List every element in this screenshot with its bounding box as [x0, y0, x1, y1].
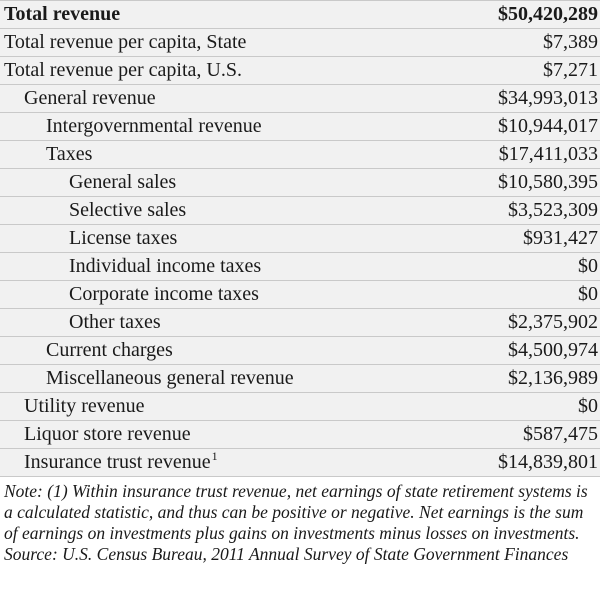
- row-label-text: Other taxes: [69, 311, 161, 333]
- row-label: [0, 253, 434, 281]
- table-row: [0, 337, 600, 365]
- row-label: [0, 393, 434, 421]
- row-label-text: Total revenue per capita, U.S.: [4, 59, 242, 81]
- row-label: [0, 169, 434, 197]
- row-label-text: Selective sales: [69, 199, 187, 221]
- row-value: $931,427: [434, 225, 600, 253]
- row-label: [0, 113, 434, 141]
- row-label-text: Current charges: [46, 339, 173, 361]
- row-label-text: Intergovernmental revenue: [46, 115, 262, 137]
- row-value: $587,475: [434, 421, 600, 449]
- row-label-text: General revenue: [24, 87, 156, 109]
- row-value: $14,839,801: [434, 449, 600, 477]
- table-row: [0, 1, 600, 29]
- table-row: [0, 253, 600, 281]
- row-value: $10,580,395: [434, 169, 600, 197]
- row-label: [0, 309, 434, 337]
- row-label: [0, 225, 434, 253]
- row-label: [0, 57, 434, 85]
- row-label-text: General sales: [69, 171, 177, 193]
- table-row: [0, 365, 600, 393]
- row-value: $2,136,989: [434, 365, 600, 393]
- row-label: [0, 365, 434, 393]
- table-row: [0, 197, 600, 225]
- row-label-text: Miscellaneous general revenue: [46, 367, 294, 389]
- footnote-marker: 1: [211, 449, 218, 463]
- row-label-text: Total revenue per capita, State: [4, 31, 247, 53]
- row-value: $34,993,013: [434, 85, 600, 113]
- table-row: [0, 29, 600, 57]
- table-row: [0, 225, 600, 253]
- table-row: [0, 57, 600, 85]
- table-row: [0, 281, 600, 309]
- table-row: [0, 113, 600, 141]
- row-label: [0, 421, 434, 449]
- row-value: $7,389: [434, 29, 600, 57]
- row-label: [0, 197, 434, 225]
- row-value: $7,271: [434, 57, 600, 85]
- row-label: [0, 449, 434, 477]
- row-label-text: Corporate income taxes: [69, 283, 259, 305]
- row-value: $50,420,289: [434, 1, 600, 29]
- row-value: $0: [434, 281, 600, 309]
- row-label: [0, 1, 434, 29]
- row-label-text: Insurance trust revenue: [24, 451, 211, 473]
- table-row: [0, 393, 600, 421]
- row-label: [0, 29, 434, 57]
- table-row: [0, 309, 600, 337]
- row-value: $0: [434, 393, 600, 421]
- row-label-text: Utility revenue: [24, 395, 145, 417]
- row-label-text: Individual income taxes: [69, 255, 262, 277]
- notes-section: [0, 477, 600, 565]
- table-row: [0, 169, 600, 197]
- table-row: [0, 85, 600, 113]
- table-row: [0, 141, 600, 169]
- table-row: [0, 421, 600, 449]
- row-label-text: License taxes: [69, 227, 178, 249]
- table-row: [0, 449, 600, 477]
- revenue-table-body: [0, 1, 600, 477]
- row-value: $2,375,902: [434, 309, 600, 337]
- row-label-text: Taxes: [46, 143, 93, 165]
- row-label-text: Total revenue: [4, 3, 121, 25]
- row-value: $4,500,974: [434, 337, 600, 365]
- row-value: $10,944,017: [434, 113, 600, 141]
- row-label: [0, 141, 434, 169]
- row-value: $17,411,033: [434, 141, 600, 169]
- row-label: [0, 281, 434, 309]
- note-text: Note: (1) Within insurance trust revenue, net earnings of state retirement systems is a calculated statistic, and thus can be positive or negative. Net earnings is the sum of earnings on investments plus gains on investments minus losses on investments.: [4, 481, 588, 543]
- row-value: $0: [434, 253, 600, 281]
- row-value: $3,523,309: [434, 197, 600, 225]
- row-label-text: Liquor store revenue: [24, 423, 191, 445]
- source-text: Source: U.S. Census Bureau, 2011 Annual Survey of State Government Finances: [4, 544, 569, 564]
- row-label: [0, 85, 434, 113]
- row-label: [0, 337, 434, 365]
